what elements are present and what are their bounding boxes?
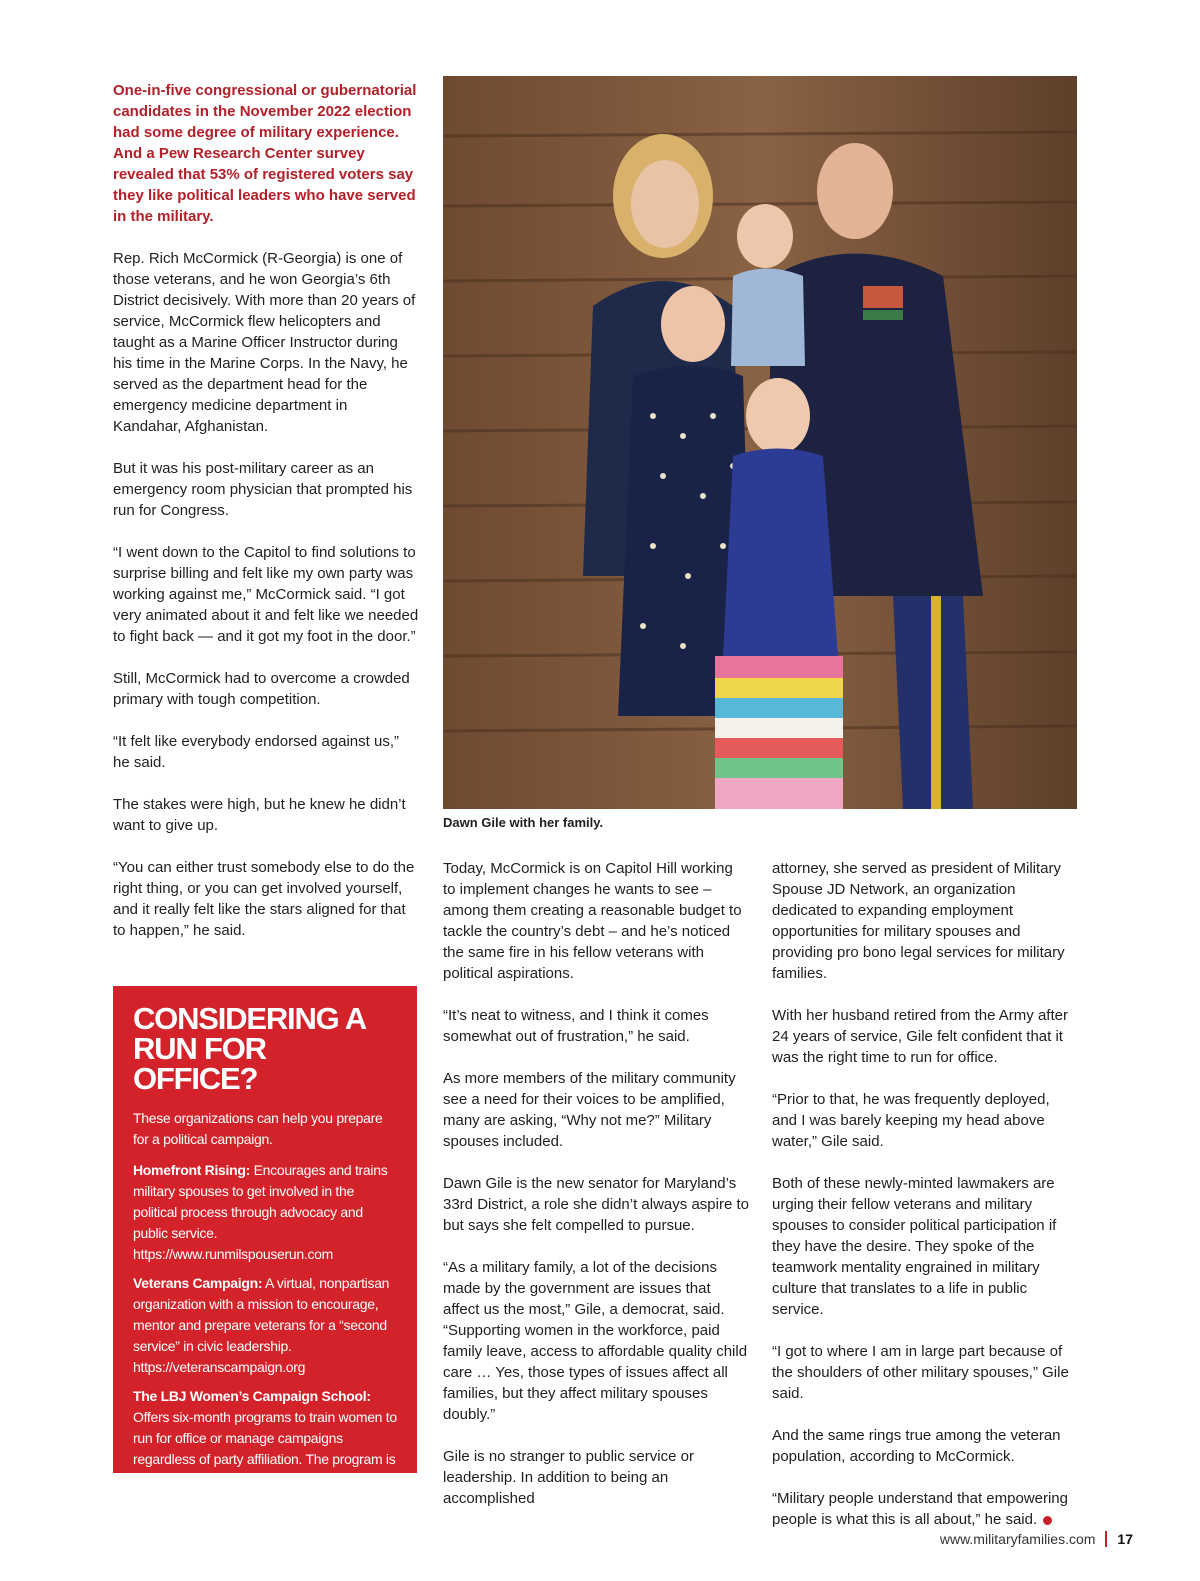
sidebar-intro: These organizations can help you prepare for a political campaign. xyxy=(133,1110,383,1147)
org-entry xyxy=(133,1160,397,1265)
org-entry xyxy=(133,1386,397,1512)
photo-caption: Dawn Gile with her family. xyxy=(443,815,604,830)
body-paragraph: “As a military family, a lot of the decisions made by the government are issues that affect us the most,” Gile, a democrat, said. “Supporting women in the workforce, paid family leave, access to affordable quality child care … Yes, those types of issues affect all families, but they affect military spouses doubly.” xyxy=(443,1259,748,1423)
footer-divider xyxy=(1105,1531,1107,1547)
family-photo xyxy=(443,76,1077,809)
org-description: A virtual, nonpartisan organization with a mission to encourage, mentor and prepare veterans for a “second service” in civic leadership. https://veteranscampaign.org xyxy=(133,1275,390,1375)
intro-paragraph: One-in-five congressional or gubernatorial candidates in the November 2022 election had some degree of military experience. And a Pew Research Center survey revealed that 53% of registered voters say they like political leaders who have served in the military. xyxy=(113,82,417,225)
body-paragraph: attorney, she served as president of Military Spouse JD Network, an organization dedicated to expanding employment opportunities for military spouses and providing pro bono legal services for military families. xyxy=(772,860,1065,982)
body-paragraph: “It’s neat to witness, and I think it comes somewhat out of frustration,” he said. xyxy=(443,1007,709,1045)
body-paragraph: Today, McCormick is on Capitol Hill working to implement changes he wants to see – among them creating a reasonable budget to tackle the country’s debt – and he’s noticed the same fire in his fellow veterans with political aspirations. xyxy=(443,860,742,982)
body-paragraph: With her husband retired from the Army after 24 years of service, Gile felt confident that it was the right time to run for office. xyxy=(772,1007,1068,1066)
body-paragraph: Still, McCormick had to overcome a crowded primary with tough competition. xyxy=(113,670,410,708)
org-entry xyxy=(133,1273,397,1378)
body-paragraph: But it was his post-military career as an emergency room physician that prompted his run for Congress. xyxy=(113,460,413,519)
org-name: Homefront Rising: xyxy=(133,1162,251,1178)
sidebar-title xyxy=(133,1001,397,1096)
body-paragraph: Gile is no stranger to public service or leadership. In addition to being an accomplished xyxy=(443,1448,694,1507)
body-paragraph: As more members of the military community see a need for their voices to be amplified, many are asking, “Why not me?” Military spouses included. xyxy=(443,1070,736,1150)
org-description: Offers six-month programs to train women to run for office or manage campaigns regardless of party affiliation. The program is primarily completed online. https://lbjwcs.lbj.utexas.edu xyxy=(133,1409,397,1509)
body-paragraph: “Prior to that, he was frequently deployed, and I was barely keeping my head above water,” Gile said. xyxy=(772,1091,1050,1150)
sidebar-title-line: RUN FOR OFFICE? xyxy=(133,1031,266,1096)
run-for-office-sidebar xyxy=(113,986,417,1509)
body-paragraph: Dawn Gile is the new senator for Maryland’s 33rd District, a role she didn’t always aspire to but says she felt compelled to pursue. xyxy=(443,1175,749,1234)
body-paragraph: And the same rings true among the veteran population, according to McCormick. xyxy=(772,1427,1061,1465)
closing-paragraph xyxy=(772,1488,1078,1530)
org-name: Veterans Campaign: xyxy=(133,1275,263,1291)
body-paragraph: “It felt like everybody endorsed against us,” he said. xyxy=(113,733,399,771)
footer-site-link[interactable]: www.militaryfamilies.com xyxy=(939,1531,1096,1547)
org-name: The LBJ Women’s Campaign School: xyxy=(133,1388,371,1404)
page-number: 17 xyxy=(1117,1531,1133,1547)
body-paragraph: The stakes were high, but he knew he didn’t want to give up. xyxy=(113,796,406,834)
body-paragraph: “You can either trust somebody else to do the right thing, or you can get involved yourself, and it really felt like the stars aligned for that to happen,” he said. xyxy=(113,859,415,939)
middle-column xyxy=(443,858,749,1530)
page-footer xyxy=(940,1530,1133,1548)
left-column xyxy=(113,80,419,962)
body-paragraph: Both of these newly-minted lawmakers are urging their fellow veterans and military spouses to consider political participation if they have the desire. They spoke of the teamwork mentality engrained in military culture that translates to a life in public service. xyxy=(772,1175,1057,1318)
sidebar-title-line: CONSIDERING A xyxy=(133,1001,366,1036)
body-paragraph: “I got to where I am in large part because of the shoulders of other military spouses,” Gile said. xyxy=(772,1343,1069,1402)
closing-text: “Military people understand that empowering people is what this is all about,” he said. xyxy=(772,1490,1068,1528)
body-paragraph: “I went down to the Capitol to find solutions to surprise billing and felt like my own party was working against me,” McCormick said. “I got very animated about it and felt like we needed to fight back — and it got my foot in the door.” xyxy=(113,544,419,645)
body-paragraph: Rep. Rich McCormick (R-Georgia) is one of those veterans, and he won Georgia’s 6th District decisively. With more than 20 years of service, McCormick flew helicopters and taught as a Marine Officer Instructor during his time in the Marine Corps. In the Navy, he served as the department head for the emergency medicine department in Kandahar, Afghanistan. xyxy=(113,250,416,435)
end-mark-icon xyxy=(1043,1516,1052,1525)
org-description: Encourages and trains military spouses to get involved in the political process through advocacy and public service. https://www.runmilspouserun.com xyxy=(133,1162,388,1262)
right-column xyxy=(772,858,1078,1551)
